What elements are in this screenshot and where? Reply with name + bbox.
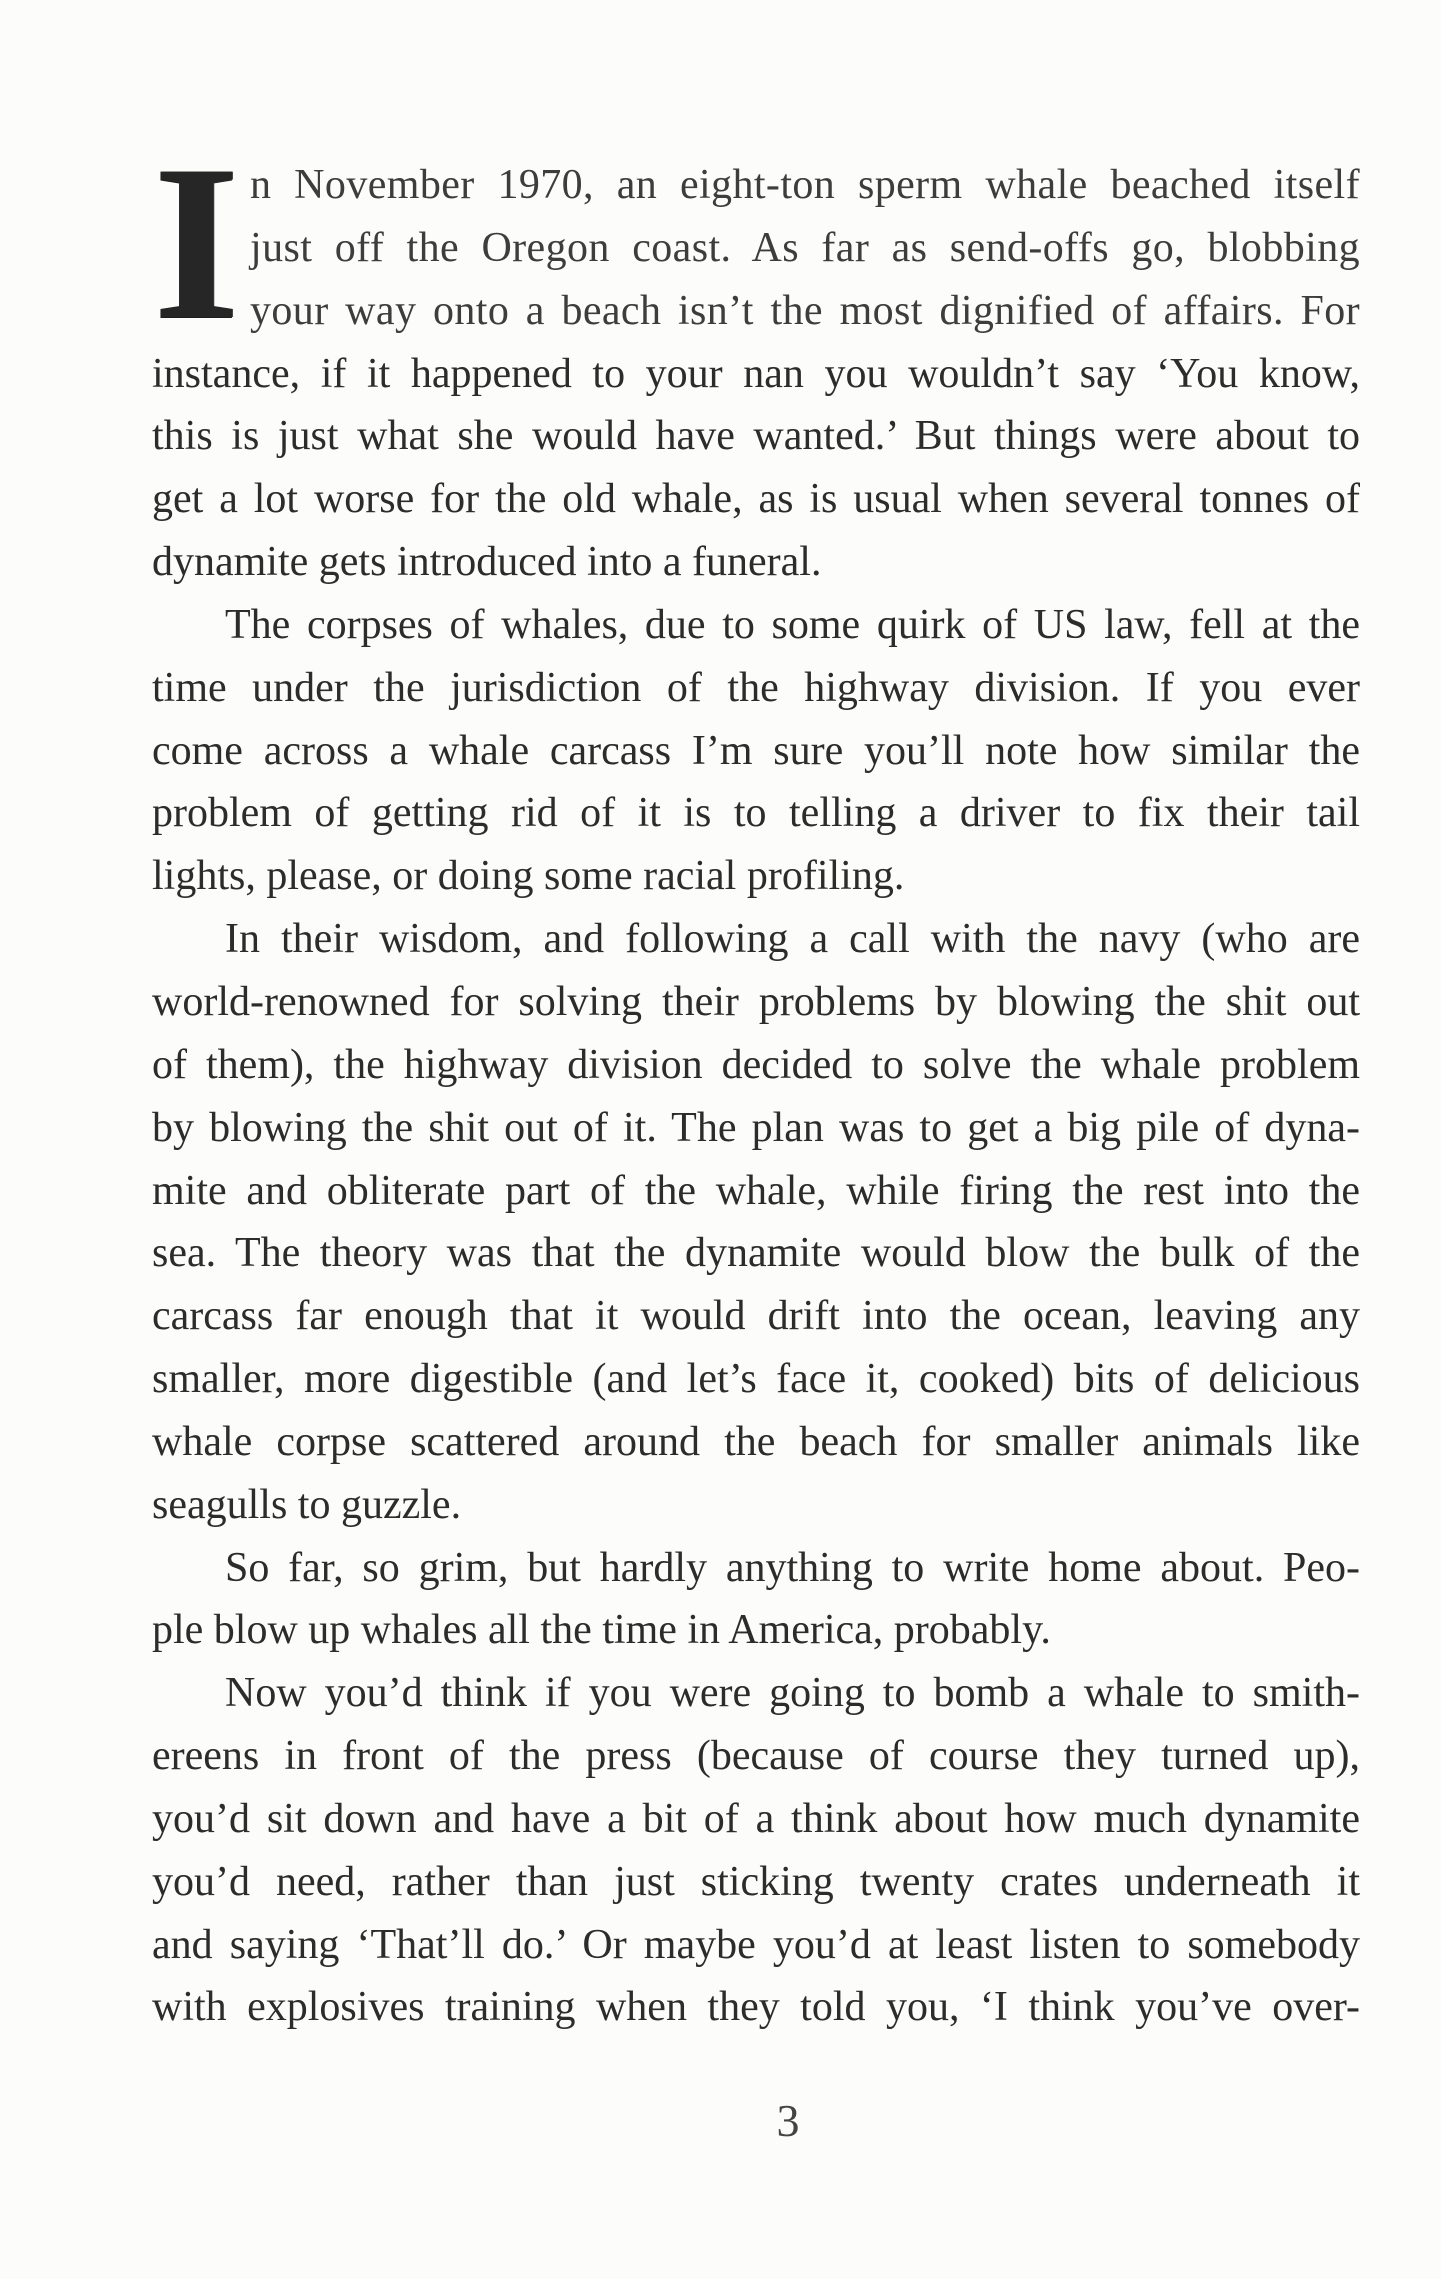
- drop-cap-letter: I: [153, 120, 240, 366]
- paragraph: [152, 594, 1360, 908]
- text-line: ereens in front of the press (because of course they turned up),: [152, 1733, 1360, 1780]
- text-line: time under the jurisdiction of the highway division. If you ever: [152, 664, 1360, 711]
- text-line: problem of getting rid of it is to telling a driver to fix their tail: [152, 790, 1360, 837]
- text-line: whale corpse scattered around the beach for smaller animals like: [152, 1418, 1360, 1465]
- text-line: seagulls to guzzle.: [152, 1481, 462, 1528]
- text-line: mite and obliterate part of the whale, while firing the rest into the: [152, 1167, 1360, 1214]
- text-line: So far, so grim, but hardly anything to write home about. Peo-: [225, 1544, 1360, 1591]
- text-line: you’d need, rather than just sticking twenty crates underneath it: [152, 1858, 1360, 1905]
- paragraph: [152, 908, 1360, 1536]
- text-line: with explosives training when they told you, ‘I think you’ve over-: [152, 1984, 1360, 2031]
- text-line: dynamite gets introduced into a funeral.: [152, 539, 822, 586]
- text-line: world-renowned for solving their problems by blowing the shit out: [152, 978, 1360, 1025]
- text-line: and saying ‘That’ll do.’ Or maybe you’d at least listen to somebody: [152, 1921, 1360, 1968]
- text-line: smaller, more digestible (and let’s face it, cooked) bits of delicious: [152, 1356, 1360, 1403]
- paragraph: [152, 1662, 1360, 2039]
- text-line: Now you’d think if you were going to bomb a whale to smith-: [225, 1670, 1360, 1717]
- text-line: The corpses of whales, due to some quirk of US law, fell at the: [225, 601, 1360, 648]
- text-line: just off the Oregon coast. As far as send-offs go, blobbing: [250, 224, 1360, 271]
- text-line: In their wisdom, and following a call with the navy (who are: [225, 916, 1360, 963]
- text-line: ple blow up whales all the time in America, probably.: [152, 1607, 1051, 1654]
- text-line: get a lot worse for the old whale, as is usual when several tonnes of: [152, 476, 1360, 523]
- text-line: you’d sit down and have a bit of a think about how much dynamite: [152, 1795, 1360, 1842]
- text-line: sea. The theory was that the dynamite would blow the bulk of the: [152, 1230, 1360, 1277]
- text-line: this is just what she would have wanted.’ But things were about to: [152, 413, 1360, 460]
- page-number: 3: [776, 2095, 800, 2146]
- text-line: carcass far enough that it would drift into the ocean, leaving any: [152, 1293, 1360, 1340]
- body-text: [152, 154, 1360, 2039]
- text-line: n November 1970, an eight-ton sperm whale beached itself: [250, 162, 1360, 208]
- text-line: by blowing the shit out of it. The plan was to get a big pile of dyna-: [152, 1104, 1360, 1151]
- text-line: instance, if it happened to your nan you wouldn’t say ‘You know,: [152, 350, 1360, 397]
- paragraph: [152, 1537, 1360, 1663]
- text-line: of them), the highway division decided to solve the whale problem: [152, 1041, 1360, 1088]
- paragraph: [152, 154, 1360, 594]
- text-line: lights, please, or doing some racial profiling.: [152, 853, 905, 900]
- text-line: come across a whale carcass I’m sure you’ll note how similar the: [152, 727, 1360, 774]
- text-line: your way onto a beach isn’t the most dignified of affairs. For: [250, 287, 1360, 334]
